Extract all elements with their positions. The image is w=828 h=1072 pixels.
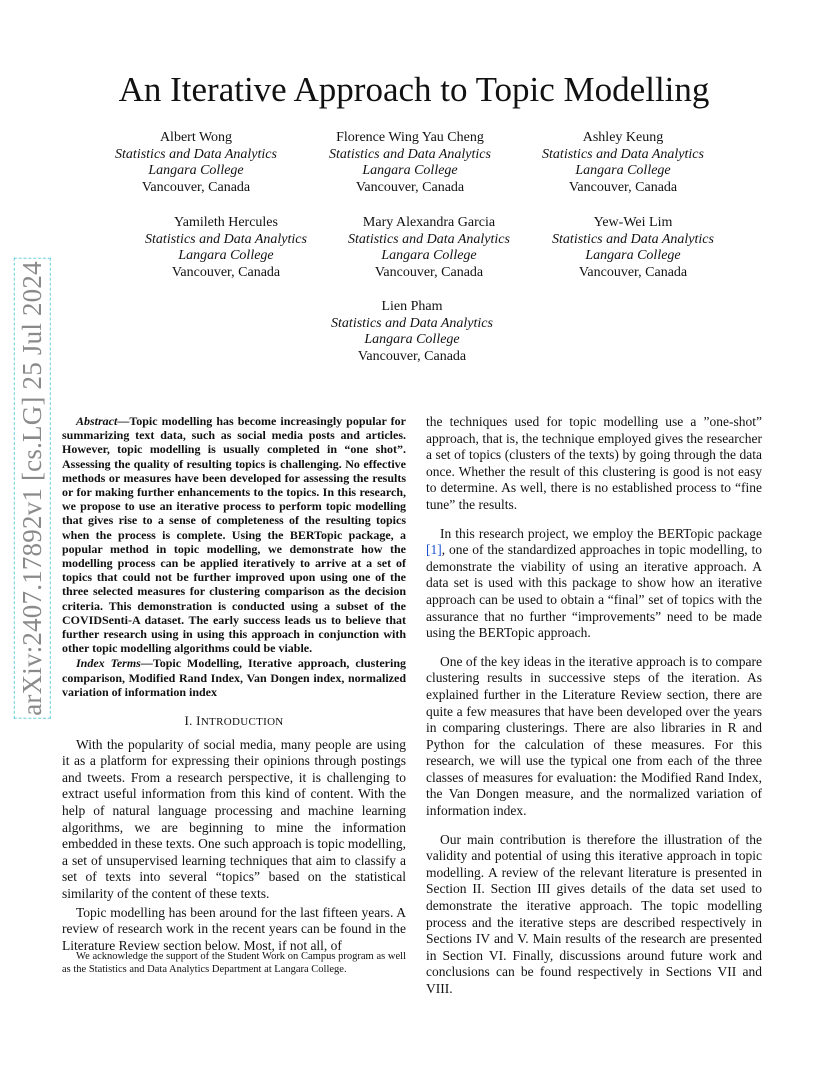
paragraph: One of the key ideas in the iterative approach is to compare clustering results in successive steps of the iteration. As explained further in the Literature Review section, there are quite a few measures that have been developed over the years in comparing clusterings. There are also libraries in R and Python for the calculation of these measures. For this research, we will use the typical one from each of the three classes of measures for evaluation: the Modified Rand Index, the Van Dongen measure, and the normalized variation of information index. (426, 653, 762, 819)
footnote: We acknowledge the support of the Student Work on Campus program as well as the Statistics and Data Analytics Department at Langara College. (62, 951, 406, 975)
paragraph: In this research project, we employ the BERTopic package [1], one of the standardized approaches in topic modelling, to demonstrate the viability of using an iterative approach. A data set is used with this package to show how an iterative approach can be used to obtain a “final” set of topics with the assurance that no further “improvements” need to be made using the BERTopic approach. (426, 525, 762, 641)
author-org: Langara College (362, 163, 458, 178)
paper-title: An Iterative Approach to Topic Modelling (118, 70, 710, 109)
paragraph: Topic modelling has been around for the last fifteen years. A review of research work in the recent years can be found in the Literature Review section below. Most, if not all, of (62, 904, 406, 953)
author-dept: Statistics and Data Analytics (329, 146, 491, 162)
author-org: Langara College (148, 163, 244, 178)
index-terms (62, 656, 406, 699)
author-loc: Vancouver, Canada (374, 264, 484, 280)
index-terms-label: Index Terms— (76, 656, 153, 671)
paragraph: the techniques used for topic modelling use a ”one-shot” approach, that is, the technique employed gives the researcher a set of topics (clusters of the texts) by going through the data once. Whether the result of this clustering is good is not easy to determine. As well, there is no established process to “fine tune” the results. (426, 414, 762, 512)
abstract-label: Abstract— (76, 414, 130, 428)
author-name: Lien Pham (381, 299, 443, 314)
paragraph: Our main contribution is therefore the illustration of the validity and potential of using this iterative approach in topic modelling. A review of the relevant literature is presented in Section II. Section III gives details of the data set used to demonstrate the iterative approach. The topic modelling process and the iterative steps are described respectively in Sections IV and V. Main results of the research are presented in Section VI. Finally, discussions around future work and conclusions can be found respectively in Sections VII and VIII. (426, 831, 762, 996)
author-dept: Statistics and Data Analytics (348, 231, 510, 247)
citation-link[interactable]: [1] (426, 542, 442, 558)
author-name: Ashley Keung (582, 130, 664, 145)
arxiv-id[interactable]: arXiv:2407.17892v1 [cs.LG] 25 Jul 2024 (16, 260, 47, 716)
author-org: Langara College (381, 248, 477, 263)
author-dept: Statistics and Data Analytics (115, 146, 277, 162)
author-block (290, 130, 530, 196)
author-name: Mary Alexandra Garcia (362, 215, 496, 230)
left-column (62, 414, 406, 954)
author-loc: Vancouver, Canada (578, 264, 688, 280)
author-org: Langara College (575, 163, 671, 178)
index-terms-text: Topic Modelling, Iterative approach, clustering comparison, Modified Rand Index, Van Dongen index, normalized variation of information index (62, 656, 406, 699)
author-name: Yamileth Hercules (174, 215, 278, 230)
author-loc: Vancouver, Canada (171, 264, 281, 280)
author-dept: Statistics and Data Analytics (552, 231, 714, 247)
author-dept: Statistics and Data Analytics (331, 315, 493, 331)
author-dept: Statistics and Data Analytics (542, 146, 704, 162)
author-block (503, 130, 743, 196)
author-block (76, 130, 316, 196)
author-loc: Vancouver, Canada (141, 179, 251, 195)
author-name: Florence Wing Yau Cheng (336, 130, 484, 145)
abstract-text: Topic modelling has become increasingly popular for summarizing text data, such as social media posts and articles. However, topic modelling is usually completed in “one shot”. Assessing the quality of resulting topics is challenging. No effective methods or measures have been developed for assessing the results or for making further enhancements to the topics. In this research, we propose to use an iterative process to perform topic modelling that gives rise to a sense of completeness of the resulting topics when the process is complete. Using the BERTopic package, a popular method in topic modelling, we demonstrate how the modelling process can be applied iteratively to arrive at a set of topics that could not be further improved upon using one of the three selected measures for clustering comparison as the decision criteria. This demonstration is conducted using a subset of the COVIDSenti-A dataset. The early success leads us to believe that further research using in using this approach in conjunction with other topic modelling algorithms could be viable. (62, 414, 406, 656)
author-org: Langara College (585, 248, 681, 263)
author-dept: Statistics and Data Analytics (145, 231, 307, 247)
author-block (513, 215, 753, 281)
section-heading: I. INTRODUCTION (184, 713, 284, 729)
arxiv-stamp (10, 260, 54, 716)
author-org: Langara College (364, 332, 460, 347)
author-name: Albert Wong (159, 130, 233, 145)
paragraph: With the popularity of social media, many people are using it as a platform for expressing their opinions through postings and tweets. From a research perspective, it is challenging to extract useful information from this kind of content. With the help of natural language processing and machine learning algorithms, we are beginning to mine the information embedded in these texts. One such approach is topic modelling, a set of unsupervised learning techniques that aim to classify a set of texts into several “topics” based on the statistical similarity of the content of these texts. (62, 736, 406, 901)
author-name: Yew-Wei Lim (593, 215, 673, 230)
author-loc: Vancouver, Canada (357, 348, 467, 364)
author-loc: Vancouver, Canada (355, 179, 465, 195)
right-column (426, 414, 762, 998)
author-block (292, 299, 532, 365)
author-org: Langara College (178, 248, 274, 263)
author-loc: Vancouver, Canada (568, 179, 678, 195)
abstract (62, 414, 406, 655)
